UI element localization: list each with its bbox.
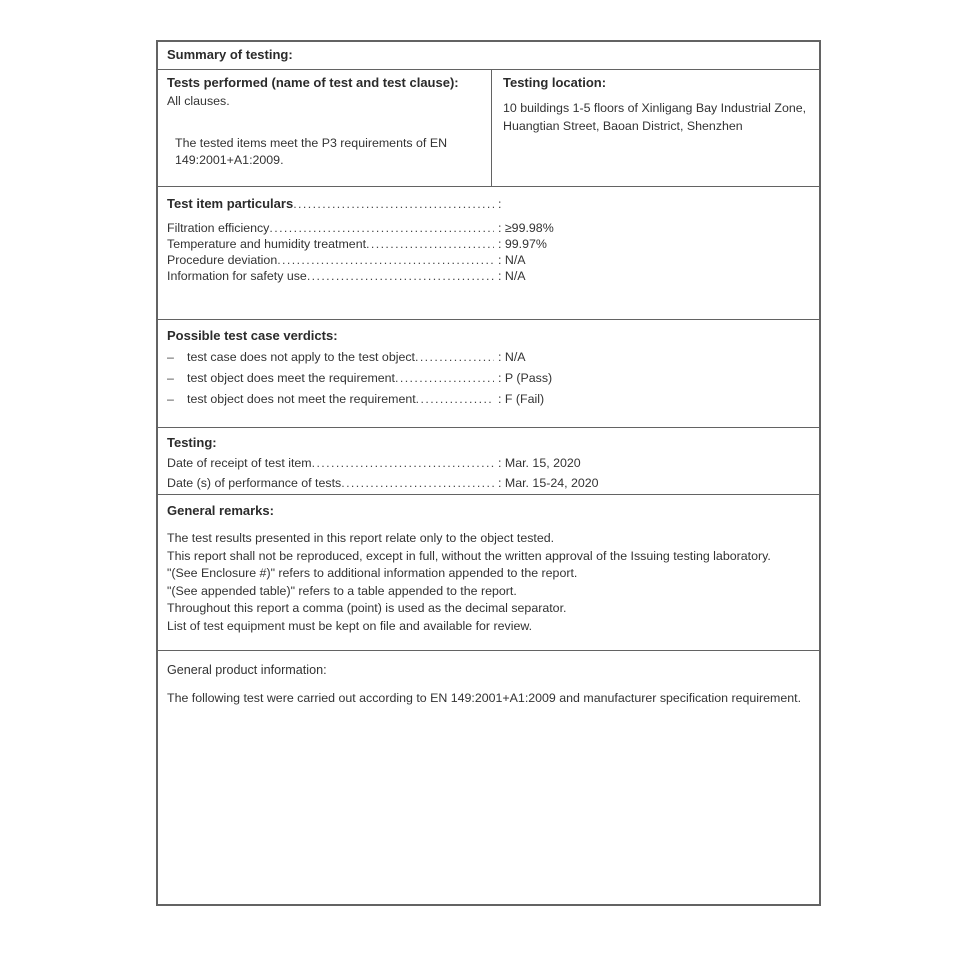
tests-performed-location-row: [158, 69, 819, 186]
general-remarks-row: [158, 494, 819, 650]
particular-value: : ≥99.98%: [498, 221, 554, 235]
testing-value: : Mar. 15-24, 2020: [498, 476, 599, 490]
summary-of-testing-title: Summary of testing:: [167, 47, 293, 62]
verdict-value: : N/A: [498, 350, 526, 364]
verdict-row-fail: [167, 392, 810, 406]
testing-location-address: 10 buildings 1-5 floors of Xinligang Bay Industrial Zone, Huangtian Street, Baoan District, Shenzhen: [503, 101, 807, 133]
verdict-row-pass: [167, 371, 810, 385]
dot-leader: [415, 350, 494, 362]
verdict-label: test object does meet the requirement: [187, 371, 396, 385]
testing-location-title: Testing location:: [503, 75, 607, 90]
verdict-row-na: [167, 350, 810, 364]
general-remarks-body: [167, 530, 810, 636]
dot-leader: [269, 221, 494, 233]
general-product-info-title: General product information:: [167, 663, 327, 677]
dot-leader: [277, 253, 494, 265]
dot-leader: [416, 392, 494, 404]
dot-leader: [293, 197, 494, 209]
dot-leader: [307, 269, 494, 281]
particulars-heading-colon: :: [498, 197, 502, 211]
dot-leader: [366, 237, 494, 249]
particular-label: Procedure deviation: [167, 253, 278, 267]
dash-bullet: –: [167, 350, 174, 364]
remark-line: "(See appended table)" refers to a table appended to the report.: [167, 583, 517, 598]
particulars-heading: [167, 196, 810, 211]
particular-value: : N/A: [498, 253, 526, 267]
test-item-particulars-row: [158, 186, 819, 319]
particular-value: : 99.97%: [498, 237, 547, 251]
report-table: [156, 40, 821, 906]
particulars-heading-label: Test item particulars: [167, 196, 294, 211]
dash-bullet: –: [167, 392, 174, 406]
verdict-label: test case does not apply to the test object: [187, 350, 415, 364]
particular-label: Temperature and humidity treatment: [167, 237, 367, 251]
tests-performed-cell: [158, 70, 492, 186]
particular-label: Filtration efficiency: [167, 221, 270, 235]
particular-value: : N/A: [498, 269, 526, 283]
dot-leader: [312, 456, 494, 468]
remark-line: List of test equipment must be kept on file and available for review.: [167, 618, 533, 633]
tests-performed-result: The tested items meet the P3 requirements of EN 149:2001+A1:2009.: [175, 135, 448, 168]
general-product-info-row: [158, 650, 819, 904]
general-remarks-title: General remarks:: [167, 503, 274, 518]
testing-row-performance: [167, 476, 810, 490]
particular-row-temperature: [167, 237, 810, 251]
testing-location-cell: [492, 70, 819, 186]
dot-leader: [341, 476, 494, 488]
verdicts-title: Possible test case verdicts:: [167, 328, 338, 343]
testing-value: : Mar. 15, 2020: [498, 456, 581, 470]
remark-line: The test results presented in this report relate only to the object tested.: [167, 531, 555, 545]
verdict-value: : F (Fail): [498, 392, 545, 406]
particular-label: Information for safety use: [167, 269, 307, 283]
testing-dates-row: [158, 427, 819, 494]
general-product-info-body: The following test were carried out according to EN 149:2001+A1:2009 and manufacturer specification requirement.: [167, 691, 802, 705]
dash-bullet: –: [167, 371, 174, 385]
particular-row-safety: [167, 269, 810, 283]
particular-row-filtration: [167, 221, 810, 235]
tests-performed-title: Tests performed (name of test and test clause):: [167, 75, 459, 90]
testing-label: Date of receipt of test item: [167, 456, 312, 470]
verdict-label: test object does not meet the requirement: [187, 392, 416, 406]
verdict-value: : P (Pass): [498, 371, 553, 385]
tests-performed-all-clauses: All clauses.: [167, 94, 230, 108]
testing-label: Date (s) of performance of tests: [167, 476, 342, 490]
summary-of-testing-row: [158, 42, 819, 69]
remark-line: Throughout this report a comma (point) is used as the decimal separator.: [167, 601, 567, 616]
testing-title: Testing:: [167, 435, 217, 450]
verdicts-row: [158, 319, 819, 427]
remark-line: "(See Enclosure #)" refers to additional information appended to the report.: [167, 566, 578, 581]
dot-leader: [395, 371, 494, 383]
testing-row-receipt: [167, 456, 810, 470]
remark-line: This report shall not be reproduced, except in full, without the written approval of the Issuing testing laboratory.: [167, 548, 771, 563]
particular-row-procedure: [167, 253, 810, 267]
